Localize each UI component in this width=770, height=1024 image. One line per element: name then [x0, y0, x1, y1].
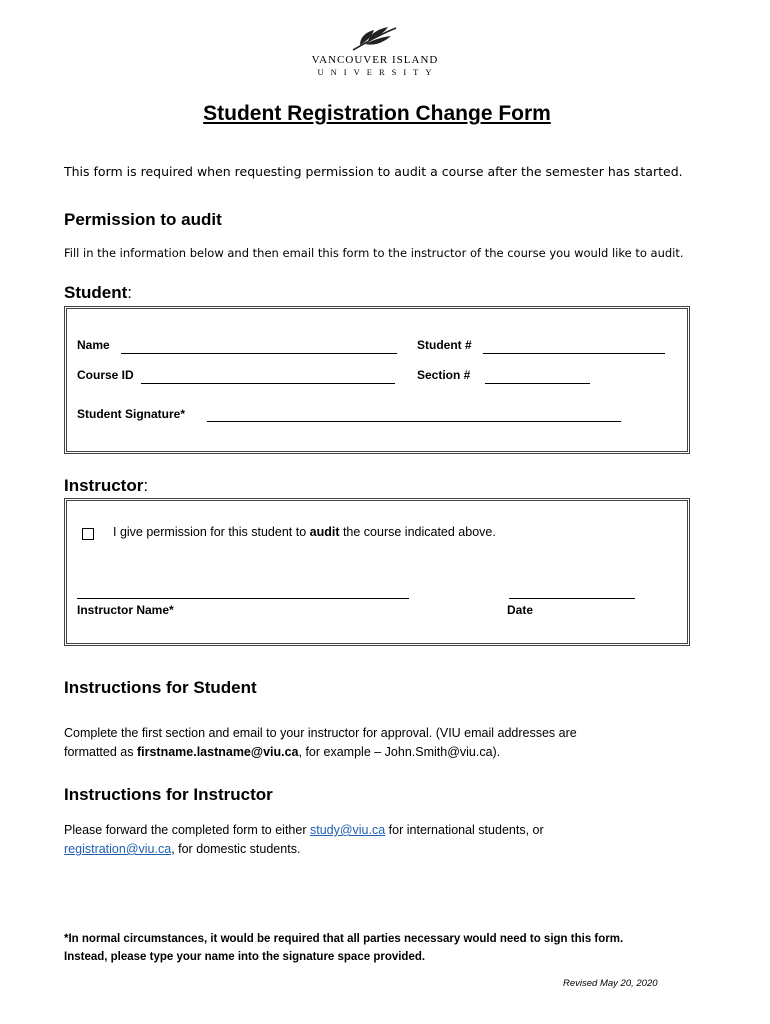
instructions-student-heading: Instructions for Student	[64, 678, 257, 697]
student-heading-label: Student	[64, 283, 128, 302]
instructions-student-line1: Complete the first section and email to your instructor for approval. (VIU email addresses are	[64, 726, 577, 740]
footnote	[64, 930, 623, 966]
instructions-instructor-heading: Instructions for Instructor	[64, 785, 273, 804]
logo-line-1: VANCOUVER ISLAND	[311, 54, 439, 66]
instructions-student-text	[64, 724, 577, 762]
student-heading-colon: :	[127, 283, 133, 302]
student-signature-label: Student Signature*	[77, 407, 186, 421]
permission-bold: audit	[309, 525, 340, 539]
page-title: Student Registration Change Form	[203, 102, 551, 125]
instructions-instructor-line2	[64, 840, 544, 859]
intro-text: This form is required when requesting permission to audit a course after the semester has started.	[64, 164, 683, 179]
section-field[interactable]	[485, 383, 590, 384]
student-number-label: Student #	[417, 338, 472, 352]
section-label: Section #	[417, 368, 471, 382]
leaf-logo-icon	[350, 24, 400, 52]
instructor-heading-colon: :	[143, 476, 149, 495]
ii-line1-pre: Please forward the completed form to either	[64, 823, 310, 837]
footnote-line1: *In normal circumstances, it would be required that all parties necessary would need to sign this form.	[64, 933, 624, 945]
instructor-name-label: Instructor Name*	[77, 603, 174, 617]
line2-bold: firstname.lastname@viu.ca	[136, 745, 299, 759]
date-field[interactable]	[509, 598, 635, 599]
permission-post: the course indicated above.	[339, 525, 496, 539]
course-id-label: Course ID	[77, 368, 134, 382]
name-label: Name	[77, 338, 110, 352]
permission-heading: Permission to audit	[64, 210, 222, 229]
study-email-link[interactable]: study@viu.ca	[309, 823, 386, 837]
line2-post: , for example – John.Smith@viu.ca).	[298, 745, 501, 759]
revised-date: Revised May 20, 2020	[563, 978, 658, 989]
instructor-name-field[interactable]	[77, 598, 409, 599]
instructor-box	[64, 498, 690, 646]
permission-pre: I give permission for this student to	[113, 525, 310, 539]
logo-line-2: UNIVERSITY	[317, 67, 439, 77]
instructions-instructor-line1	[64, 821, 544, 840]
permission-text: Fill in the information below and then email this form to the instructor of the course you would like to audit.	[64, 246, 684, 260]
instructor-heading	[64, 476, 148, 496]
instructions-instructor-text	[64, 821, 544, 859]
audit-permission-text	[113, 525, 496, 539]
registration-email-link[interactable]: registration@viu.ca	[64, 842, 172, 856]
instructor-heading-label: Instructor	[64, 476, 144, 495]
footnote-line2: Instead, please type your name into the signature space provided.	[64, 951, 426, 963]
ii-line2-post: , for domestic students.	[171, 842, 301, 856]
line2-pre: formatted as	[64, 745, 137, 759]
ii-line1-post: for international students, or	[385, 823, 544, 837]
course-id-field[interactable]	[141, 383, 395, 384]
viu-logo	[300, 24, 450, 77]
student-heading	[64, 283, 132, 303]
audit-permission-checkbox[interactable]	[82, 528, 94, 540]
student-signature-field[interactable]	[207, 421, 621, 422]
instructions-student-line2	[64, 743, 577, 762]
student-number-field[interactable]	[483, 353, 665, 354]
date-label: Date	[507, 603, 534, 617]
student-box	[64, 306, 690, 454]
name-field[interactable]	[121, 353, 397, 354]
